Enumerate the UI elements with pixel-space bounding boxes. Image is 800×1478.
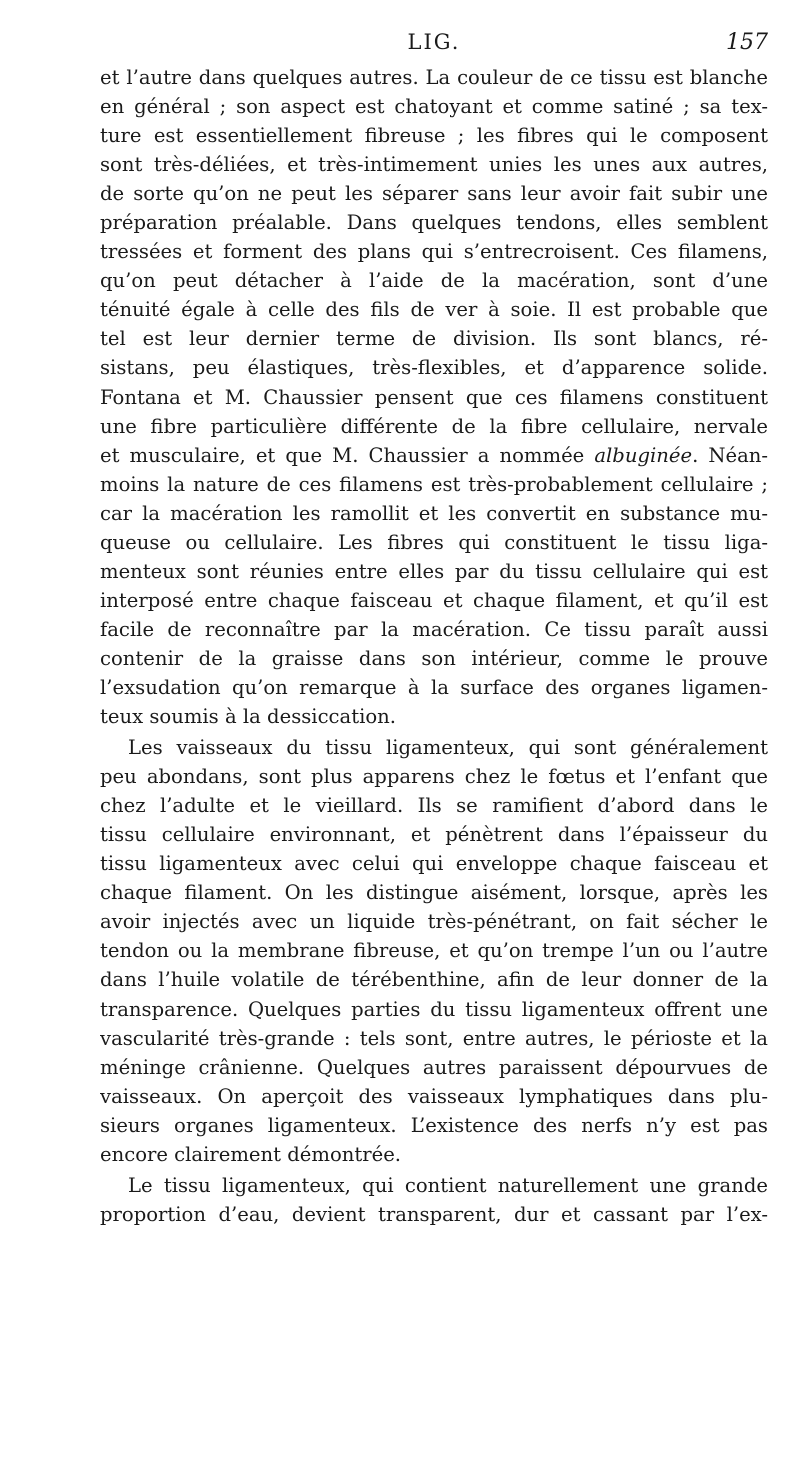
text-line: vaisseaux. On aperçoit des vaisseaux lymphatiques dans plu-	[100, 1084, 768, 1108]
page-number: 157	[726, 30, 768, 55]
text-line: en général ; son aspect est chatoyant et comme satiné ; sa tex-	[100, 95, 768, 119]
text-line: avoir injectés avec un liquide très-pénétrant, on fait sécher le	[100, 910, 768, 934]
text-line: tendon ou la membrane fibreuse, et qu’on trempe l’un ou l’autre	[100, 939, 768, 963]
text-line: teux soumis à la dessiccation.	[100, 705, 396, 729]
text-line: une fibre particulière différente de la fibre cellulaire, nervale	[100, 414, 768, 438]
text-line: menteux sont réunies entre elles par du tissu cellulaire qui est	[100, 559, 768, 583]
text-line: peu abondans, sont plus apparens chez le fœtus et l’enfant que	[100, 765, 768, 789]
text-line: encore clairement démontrée.	[100, 1142, 402, 1166]
paragraph-2	[100, 733, 768, 1169]
text-line: tissu cellulaire environnant, et pénètrent dans l’épaisseur du	[100, 823, 768, 847]
text-line: et l’autre dans quelques autres. La couleur de ce tissu est blanche	[100, 66, 768, 89]
text-line: contenir de la graisse dans son intérieur, comme le prouve	[100, 646, 768, 670]
text-line: vascularité très-grande : tels sont, entre autres, le périoste et la	[100, 1026, 768, 1050]
text-line: queuse ou cellulaire. Les fibres qui constituent le tissu liga-	[100, 530, 768, 554]
text-line: l’exsudation qu’on remarque à la surface des organes ligamen-	[100, 675, 768, 699]
text-line: tissu ligamenteux avec celui qui enveloppe chaque faisceau et	[100, 852, 768, 876]
text-line: ténuité égale à celle des fils de ver à soie. Il est probable que	[100, 298, 768, 322]
text-line: interposé entre chaque faisceau et chaque filament, et qu’il est	[100, 588, 768, 612]
page-body	[100, 63, 768, 1229]
text-line: transparence. Quelques parties du tissu ligamenteux offrent une	[100, 997, 768, 1021]
text-line: Le tissu ligamenteux, qui contient naturellement une grande	[128, 1173, 768, 1197]
text-line: tel est leur dernier terme de division. Ils sont blancs, ré-	[100, 327, 768, 351]
text-line: chaque filament. On les distingue aisément, lorsque, après les	[100, 881, 768, 905]
text-line: sont très-déliées, et très-intimement unies les unes aux autres,	[100, 153, 768, 177]
text-line: préparation préalable. Dans quelques tendons, elles semblent	[100, 211, 768, 235]
text-line: moins la nature de ces filamens est très-probablement cellulaire ;	[100, 472, 768, 496]
text-line: méninge crânienne. Quelques autres paraissent dépourvues de	[100, 1055, 768, 1079]
paragraph-3	[100, 1171, 768, 1229]
text-line: qu’on peut détacher à l’aide de la macération, sont d’une	[100, 269, 768, 293]
running-head-title: LIG.	[407, 30, 461, 54]
text-line: proportion d’eau, devient transparent, dur et cassant par l’ex-	[100, 1202, 768, 1226]
text-line: ture est essentiellement fibreuse ; les fibres qui le composent	[100, 124, 768, 148]
text-line: tressées et forment des plans qui s’entrecroisent. Ces filamens,	[100, 240, 768, 264]
text-line: facile de reconnaître par la macération. Ce tissu paraît aussi	[100, 617, 768, 641]
text-line: et musculaire, et que M. Chaussier a nommée albuginée. Néan-	[100, 443, 768, 467]
paragraph-1	[100, 63, 768, 731]
text-line: Fontana et M. Chaussier pensent que ces filamens constituent	[100, 385, 768, 409]
text-line: sistans, peu élastiques, très-flexibles, et d’apparence solide.	[100, 356, 768, 380]
text-line: car la macération les ramollit et les convertit en substance mu-	[100, 501, 768, 525]
text-line: sieurs organes ligamenteux. L’existence des nerfs n’y est pas	[100, 1113, 768, 1137]
running-head	[100, 30, 768, 60]
text-line: chez l’adulte et le vieillard. Ils se ramifient d’abord dans le	[100, 794, 768, 818]
text-line: Les vaisseaux du tissu ligamenteux, qui sont généralement	[128, 736, 768, 760]
text-line: dans l’huile volatile de térébenthine, afin de leur donner de la	[100, 968, 768, 992]
italic-term: albuginée	[594, 443, 693, 467]
text-line: de sorte qu’on ne peut les séparer sans leur avoir fait subir une	[100, 182, 768, 206]
